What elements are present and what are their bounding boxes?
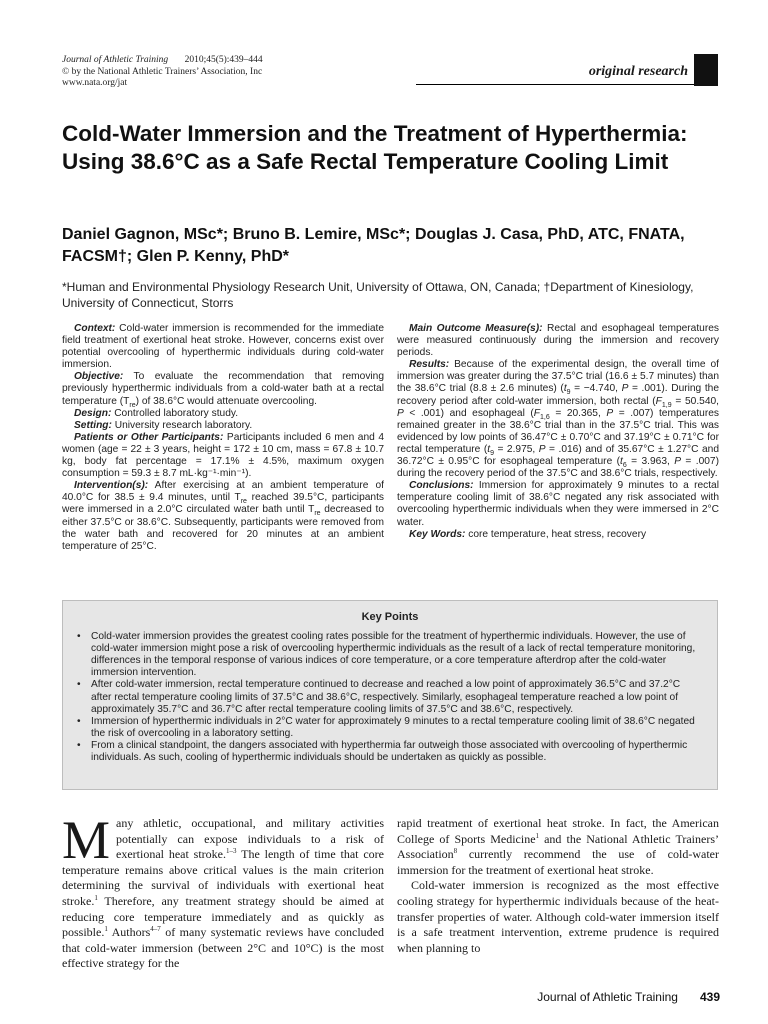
page-footer xyxy=(440,990,720,1004)
body-paragraph: Cold-water immersion is recognized as the most effective cooling strategy for hyperthermic individuals because of the heat-transfer properties of water. Although cold-water immersion itself is a safe treatment intervention, extreme prudence is required when planning to xyxy=(397,878,719,955)
key-point-item: • After cold-water immersion, rectal temperature continued to decrease and reached a low point of approximately 36.5°C and 37.2°C after rectal temperature cooling limits of 37.5°C and 38.6°C, respectively. Similarly, esophageal temperature reached a low point of approximately 35.7°C and 36.7°C after rectal temperature cooling limits of 37.5°C and 38.6°C, respectively. xyxy=(91,679,703,715)
affiliations: *Human and Environmental Physiology Research Unit, University of Ottawa, ON, Canada; †Department of Kinesiology, University of Connecticut, Storrs xyxy=(62,280,694,310)
key-point-item: • From a clinical standpoint, the dangers associated with hyperthermia far outweigh those associated with overcooling of hyperthermic individuals. As such, cooling of hyperthermic individuals should be undertaken as quickly as possible. xyxy=(91,740,703,764)
body-paragraph: rapid treatment of exertional heat stroke. In fact, the American College of Sports Medicine$^1$ and the National Athletic Trainers’ Association$^8$ currently recommend the use of cold-water immersion for the treatment of exertional heat stroke. xyxy=(397,816,719,877)
copyright: © by the National Athletic Trainers’ Association, Inc xyxy=(62,66,263,77)
authors: Daniel Gagnon, MSc*; Bruno B. Lemire, MSc*; Douglas J. Casa, PhD, ATC, FNATA, FACSM†; Glen P. Kenny, PhD* xyxy=(62,226,685,265)
journal-name: Journal of Athletic Training xyxy=(62,55,169,65)
header-rule xyxy=(416,84,694,85)
key-points-heading: Key Points xyxy=(361,611,419,623)
page-number: 439 xyxy=(699,990,720,1004)
section-label: original research xyxy=(588,64,688,79)
body-paragraph: Many athletic, occupational, and military activities potentially can expose individuals to a risk of exertional heat stroke.$^{1-3}$ The length of time that core temperature remains above critical values is the main criterion determining the survival of individuals with exertional heat stroke.$^1$ Therefore, any treatment strategy should be aimed at reducing core temperature immediately and as quickly as possible.$^1$ Authors$^{4-7}$ of many systematic reviews have concluded that cold-water immersion (between 2°C and 10°C) is the most effective strategy for the xyxy=(62,810,385,971)
key-points-list xyxy=(63,631,717,764)
abstract-setting: Setting: University research laboratory. xyxy=(74,419,253,431)
website: www.nata.org/jat xyxy=(62,78,128,88)
citation: 2010;45(5):439–444 xyxy=(184,55,263,65)
abstract-conclusions: Conclusions: Immersion for approximately 9 minutes to a rectal temperature cooling limit of 38.6°C negated any risk associated with overcooling hyperthermic individuals when they were immersed in 2°C water. xyxy=(397,480,719,528)
body-left-column xyxy=(62,810,385,972)
abstract-intervention: Intervention(s): After exercising at an ambient temperature of 40.0°C for 38.5 ± 9.4 minutes, until $T_{re}$ reached 39.5°C, participants were immersed in a 2.0°C circulated water bath until $T_{re}$ decreased to either 37.5°C or 38.6°C. Subsequently, participants were removed from the water bath and recovered for 20 minutes at an ambient temperature of 25°C. xyxy=(62,480,385,552)
abstract-outcome: Main Outcome Measure(s): Rectal and esophageal temperatures were measured continuously during the immersion and recovery periods. xyxy=(397,323,719,359)
section-tab xyxy=(694,54,718,86)
citation-line xyxy=(62,55,263,67)
abstract-context: Context: Cold-water immersion is recommended for the immediate field treatment of exertional heat stroke. However, concerns exist over potential overcooling of hyperthermic individuals during cold-water immersion. xyxy=(62,323,384,371)
abstract-right-column xyxy=(397,323,719,541)
abstract-design: Design: Controlled laboratory study. xyxy=(74,407,239,419)
drop-cap: M xyxy=(62,810,111,870)
footer-journal: Journal of Athletic Training xyxy=(537,990,678,1004)
key-point-item: • Immersion of hyperthermic individuals in 2°C water for approximately 9 minutes to a rectal temperature cooling limit of 38.6°C negated the risk of overcooling in a laboratory setting. xyxy=(91,716,703,740)
abstract-results: Results: Because of the experimental design, the overall time of immersion was greater during the 37.5°C trial (16.6 ± 5.7 minutes) than the 38.6°C trial (8.8 ± 2.6 minutes) ($t_9 = -4.740$, P = .001). During the recovery period after cold-water immersion, both rectal ($F_{1,9} = 50.540$, P < .001) and esophageal ($F_{1,6} = 20.365$, P = .007) temperatures remained greater in the 38.6°C trial than in the 37.5°C trial. This was evidenced by low points of 36.47°C ± 0.70°C and 37.19°C ± 0.71°C for rectal temperature ($t_9 = 2.975$, P = .016) and of 35.67°C ± 1.27°C and 36.72°C ± 0.95°C for esophageal temperature ($t_6 = 3.963$, P = .007) during the recovery period of the 37.5°C and 38.6°C trials, respectively. xyxy=(397,359,719,480)
abstract-patients: Patients or Other Participants: Participants included 6 men and 4 women (age = 22 ± 3 years, height = 172 ± 10 cm, mass = 67.8 ± 10.7 kg, body fat percentage = 17.1% ± 4.5%, maximum oxygen consumption = 59.3 ± 8.7 mL·kg⁻¹·min⁻¹). xyxy=(62,431,384,480)
abstract-objective: Objective: To evaluate the recommendation that removing previously hyperthermic individuals from a cold-water bath at a rectal temperature $(T_{re})$ of 38.6°C would attenuate overcooling. xyxy=(62,371,385,409)
abstract-keywords: Key Words: core temperature, heat stress, recovery xyxy=(409,528,647,540)
body-right-column xyxy=(397,816,719,956)
abstract-left-column xyxy=(62,323,384,553)
journal-header xyxy=(62,55,263,90)
article-title: Cold-Water Immersion and the Treatment of Hyperthermia: Using 38.6°C as a Safe Rectal Temperature Cooling Limit xyxy=(62,121,688,174)
key-point-item: • Cold-water immersion provides the greatest cooling rates possible for the treatment of hyperthermic individuals. However, the use of cold-water immersion might pose a risk of overcooling hyperthermic individuals as the result of a lack of rectal temperature monitoring, differences in the temporal response of various indices of core temperature, or a core temperature afterdrop after the cold-water immersion intervention. xyxy=(91,631,703,679)
key-points-box xyxy=(62,600,718,790)
